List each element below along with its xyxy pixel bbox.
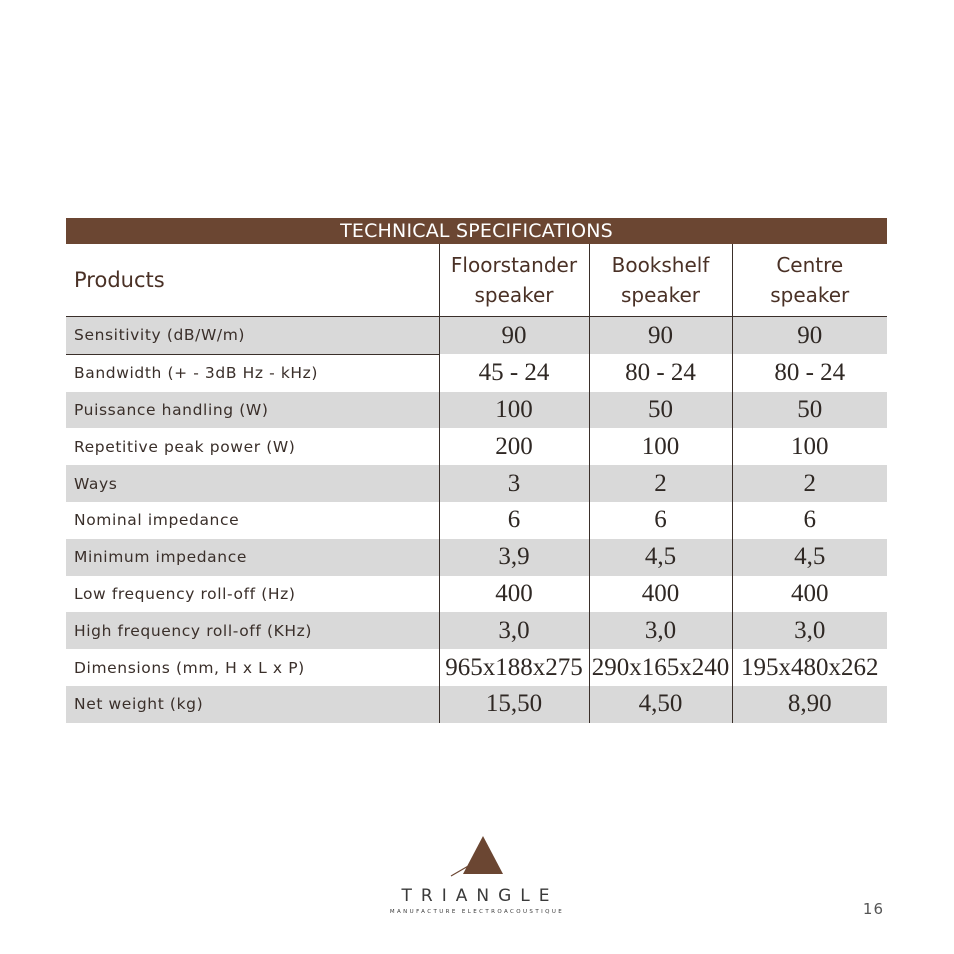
cell-value: 3,0 bbox=[732, 612, 887, 649]
cell-value: 2 bbox=[589, 465, 732, 502]
row-label: High frequency roll-off (KHz) bbox=[66, 612, 439, 649]
table-row bbox=[66, 354, 887, 391]
header-floorstander bbox=[439, 244, 589, 317]
spec-table-container bbox=[66, 218, 887, 723]
cell-value: 3,9 bbox=[439, 539, 589, 576]
header-centre-line1: Centre bbox=[776, 253, 844, 277]
row-label: Ways bbox=[66, 465, 439, 502]
table-row bbox=[66, 502, 887, 539]
cell-value: 290x165x240 bbox=[589, 649, 732, 686]
table-row bbox=[66, 317, 887, 355]
cell-value: 90 bbox=[589, 317, 732, 355]
spec-table-body bbox=[66, 317, 887, 723]
cell-value: 80 - 24 bbox=[589, 354, 732, 391]
header-bookshelf-line1: Bookshelf bbox=[611, 253, 710, 277]
cell-value: 400 bbox=[732, 576, 887, 613]
triangle-logo-icon bbox=[449, 834, 505, 878]
table-row bbox=[66, 686, 887, 723]
spec-table bbox=[66, 244, 887, 723]
header-floorstander-line1: Floorstander bbox=[450, 253, 578, 277]
brand-tagline: MANUFACTURE ELECTROACOUSTIQUE bbox=[389, 909, 565, 915]
cell-value: 100 bbox=[439, 392, 589, 429]
table-title: TECHNICAL SPECIFICATIONS bbox=[66, 218, 887, 244]
cell-value: 2 bbox=[732, 465, 887, 502]
cell-value: 45 - 24 bbox=[439, 354, 589, 391]
cell-value: 15,50 bbox=[439, 686, 589, 723]
cell-value: 100 bbox=[589, 428, 732, 465]
header-floorstander-line2: speaker bbox=[474, 283, 554, 307]
row-label: Puissance handling (W) bbox=[66, 392, 439, 429]
row-label: Nominal impedance bbox=[74, 511, 240, 530]
cell-value: 80 - 24 bbox=[732, 354, 887, 391]
header-centre-line2: speaker bbox=[770, 283, 850, 307]
cell-value: 6 bbox=[589, 502, 732, 539]
table-header-row bbox=[66, 244, 887, 317]
cell-value: 3,0 bbox=[589, 612, 732, 649]
cell-value: 50 bbox=[589, 392, 732, 429]
row-label: Minimum impedance bbox=[66, 539, 439, 576]
row-label: Bandwidth (+ - 3dB Hz - kHz) bbox=[74, 364, 319, 383]
table-row bbox=[66, 392, 887, 429]
cell-value: 4,5 bbox=[732, 539, 887, 576]
table-row bbox=[66, 465, 887, 502]
table-row bbox=[66, 428, 887, 465]
table-row bbox=[66, 612, 887, 649]
row-label: Sensitivity (dB/W/m) bbox=[66, 317, 439, 355]
cell-value: 90 bbox=[439, 317, 589, 355]
table-row bbox=[66, 649, 887, 686]
cell-value: 400 bbox=[589, 576, 732, 613]
cell-value: 4,50 bbox=[589, 686, 732, 723]
cell-value: 4,5 bbox=[589, 539, 732, 576]
table-row bbox=[66, 576, 887, 613]
row-label: Repetitive peak power (W) bbox=[74, 437, 296, 456]
header-bookshelf-line2: speaker bbox=[620, 283, 701, 307]
row-label: Net weight (kg) bbox=[66, 686, 439, 723]
header-products: Products bbox=[66, 244, 439, 317]
cell-value: 400 bbox=[439, 576, 589, 613]
cell-value: 6 bbox=[439, 502, 589, 539]
cell-value: 6 bbox=[732, 502, 887, 539]
cell-value: 90 bbox=[732, 317, 887, 355]
header-bookshelf bbox=[589, 244, 732, 317]
cell-value: 3 bbox=[439, 465, 589, 502]
cell-value: 8,90 bbox=[732, 686, 887, 723]
row-label: Dimensions (mm, H x L x P) bbox=[74, 658, 305, 677]
cell-value: 100 bbox=[732, 428, 887, 465]
brand-logo bbox=[384, 834, 570, 915]
cell-value: 50 bbox=[732, 392, 887, 429]
table-row bbox=[66, 539, 887, 576]
cell-value: 3,0 bbox=[439, 612, 589, 649]
row-label: Low frequency roll-off (Hz) bbox=[74, 584, 296, 603]
cell-value: 200 bbox=[439, 428, 589, 465]
cell-value: 965x188x275 bbox=[439, 649, 589, 686]
cell-value: 195x480x262 bbox=[732, 649, 887, 686]
header-centre bbox=[732, 244, 887, 317]
brand-name: TRIANGLE bbox=[401, 886, 559, 906]
page-number: 16 bbox=[862, 900, 884, 918]
